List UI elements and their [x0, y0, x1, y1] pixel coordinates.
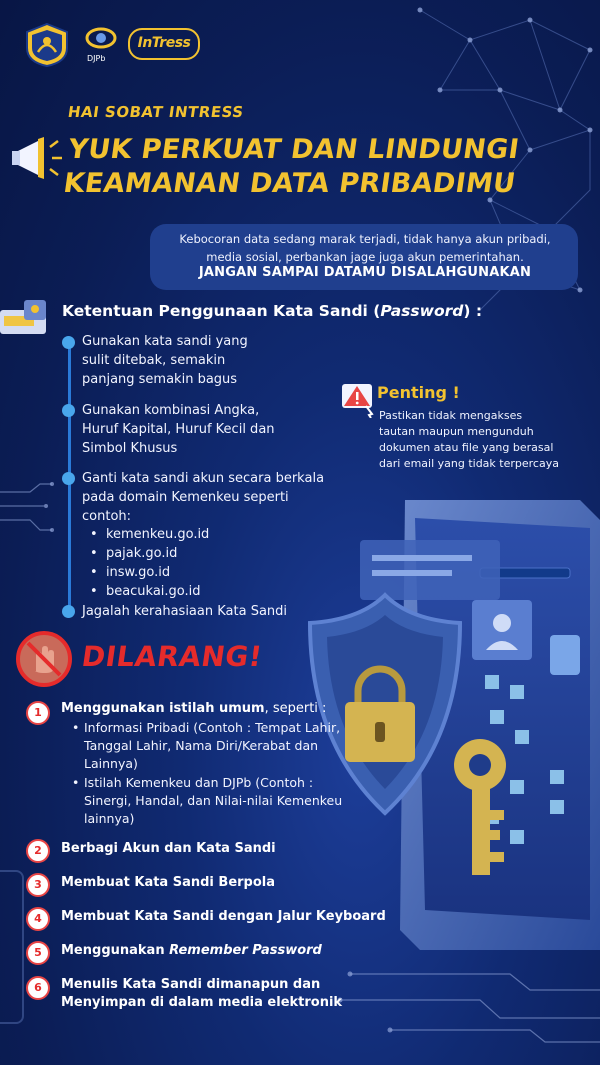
circuit-lines-bottom-decoration: [330, 960, 600, 1050]
domain-item: [90, 582, 209, 601]
domain-item: [90, 525, 209, 544]
intro-warning: JANGAN SAMPAI DATAMU DISALAHGUNAKAN: [198, 265, 532, 280]
warning-email-icon: [340, 378, 376, 418]
bullet: •: [90, 565, 98, 580]
password-field-icon: [0, 296, 52, 342]
rule-line: sulit ditebak, semakin: [82, 353, 226, 368]
number-badge: 4: [26, 907, 50, 931]
domain-text: beacukai.go.id: [105, 584, 201, 599]
number-badge: 6: [26, 976, 50, 1000]
bullet: •: [72, 775, 80, 790]
number-badge: 3: [26, 873, 50, 897]
penting-line: tautan maupun mengunduh: [379, 425, 534, 438]
dilarang-sub-item: [72, 719, 340, 773]
rule-item-4: Jagalah kerahasiaan Kata Sandi: [82, 604, 288, 619]
domain-text: insw.go.id: [105, 565, 171, 580]
rule-line: Huruf Kapital, Huruf Kecil dan: [82, 422, 275, 437]
intress-logo: InTress: [128, 28, 200, 60]
rules-title-prefix: Ketentuan Penggunaan Kata Sandi (: [62, 302, 381, 320]
timeline-dot: [62, 336, 75, 349]
timeline-dot: [62, 605, 75, 618]
rule-item-3: [82, 469, 324, 526]
dilarang-item-5: [61, 942, 322, 960]
number-badge: 1: [26, 701, 50, 725]
sub-line: lainnya): [84, 811, 135, 826]
rule-line: Simbol Khusus: [82, 441, 178, 456]
dilarang-sub-item: [72, 774, 342, 828]
bullet: •: [90, 584, 98, 599]
rule-line: panjang semakin bagus: [82, 372, 238, 387]
rule-line: pada domain Kemenkeu seperti: [82, 490, 289, 505]
number-badge: 5: [26, 941, 50, 965]
rules-title-italic: Password: [380, 302, 464, 320]
domain-text: pajak.go.id: [105, 546, 178, 561]
kemenkeu-logo: [24, 22, 70, 68]
dilarang-item-italic: Remember Password: [169, 943, 322, 958]
megaphone-icon: [8, 133, 64, 183]
phone-security-illustration: [300, 480, 600, 960]
sub-line: Sinergi, Handal, dan Nilai-nilai Kemenkeu: [84, 793, 343, 808]
dilarang-item-rest: , seperti :: [264, 701, 327, 716]
djpb-logo-text: DJPb: [87, 54, 106, 63]
penting-line: dari email yang tidak terpercaya: [379, 457, 559, 470]
penting-line: Pastikan tidak mengakses: [379, 409, 523, 422]
circuit-lines-decoration: [0, 480, 60, 540]
greeting: HAI SOBAT INTRESS: [66, 103, 245, 121]
decorative-panel: [0, 870, 24, 1024]
sub-line: Lainnya): [84, 756, 138, 771]
rules-title: [62, 302, 482, 320]
rule-line: Gunakan kombinasi Angka,: [82, 403, 260, 418]
penting-title: Penting !: [377, 383, 460, 402]
rules-title-suffix: ) :: [463, 302, 483, 320]
dilarang-item-6: [61, 976, 342, 1012]
penting-line: dokumen atau file yang berasal: [379, 441, 554, 454]
rule-item-1: [82, 332, 248, 389]
dilarang-item-line: Menulis Kata Sandi dimanapun dan: [61, 977, 321, 992]
headline-line-2: KEAMANAN DATA PRIBADIMU: [61, 168, 518, 199]
timeline-dot: [62, 404, 75, 417]
number-badge: 2: [26, 839, 50, 863]
dilarang-item-1: [61, 700, 326, 718]
headline-line-1: YUK PERKUAT DAN LINDUNGI: [66, 134, 522, 165]
dilarang-title: DILARANG!: [79, 640, 265, 673]
dilarang-item-bold: Menggunakan: [61, 943, 170, 958]
intro-text: Kebocoran data sedang marak terjadi, tidak hanya akun pribadi, media sosial, perbankan jage juga akun pemerintahan.: [179, 232, 551, 264]
bullet: •: [72, 720, 80, 735]
dilarang-item-bold: Menggunakan istilah umum: [61, 701, 265, 716]
bullet: •: [90, 546, 98, 561]
rule-line: Gunakan kata sandi yang: [82, 334, 248, 349]
dilarang-item-3: Membuat Kata Sandi Berpola: [61, 875, 276, 890]
domain-item: [90, 544, 209, 563]
dilarang-item-4: Membuat Kata Sandi dengan Jalur Keyboard: [61, 909, 386, 924]
domain-item: [90, 563, 209, 582]
penting-text: [379, 408, 589, 472]
rule-line: contoh:: [82, 509, 132, 524]
rule-line: Ganti kata sandi akun secara berkala: [82, 471, 325, 486]
sub-line: Tanggal Lahir, Nama Diri/Kerabat dan: [84, 738, 319, 753]
bullet: •: [90, 527, 98, 542]
headline: [61, 133, 551, 201]
timeline-dot: [62, 472, 75, 485]
domain-text: kemenkeu.go.id: [105, 527, 210, 542]
dilarang-item-2: Berbagi Akun dan Kata Sandi: [61, 841, 276, 856]
dilarang-item-line: Menyimpan di dalam media elektronik: [61, 995, 343, 1010]
ban-hand-icon: [16, 631, 72, 687]
sub-line: Istilah Kemenkeu dan DJPb (Contoh :: [84, 775, 314, 790]
rule-item-2: [82, 401, 275, 458]
sub-line: Informasi Pribadi (Contoh : Tempat Lahir,: [84, 720, 341, 735]
domain-list: [90, 525, 209, 601]
